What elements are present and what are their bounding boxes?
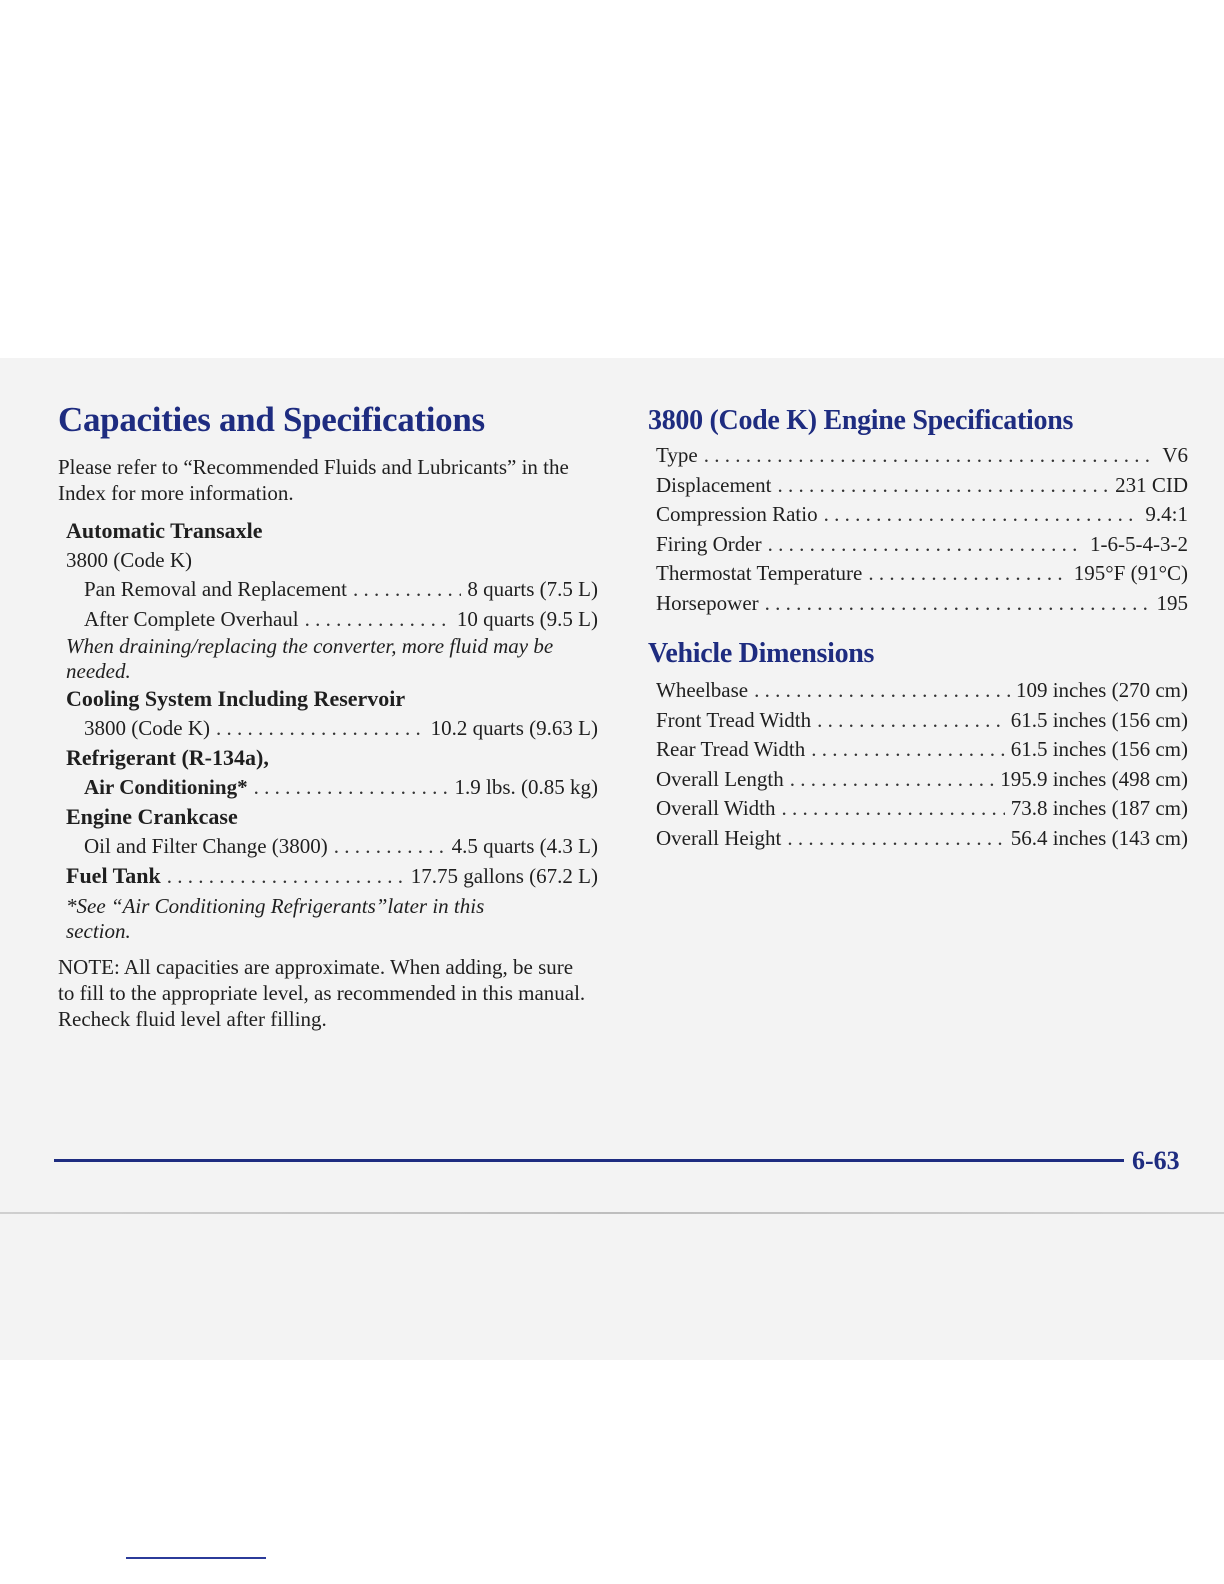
- engine-specs-title: 3800 (Code K) Engine Specifications: [648, 405, 1074, 436]
- spec-value: 1.9 lbs. (0.85 kg): [454, 774, 598, 799]
- auto-transaxle-engine: 3800 (Code K): [66, 547, 192, 572]
- spec-label: Horsepower: [656, 590, 759, 615]
- dot-leader: [254, 773, 449, 803]
- page-title: Capacities and Specifications: [58, 400, 485, 439]
- spec-row: [656, 765, 1188, 795]
- spec-label: Air Conditioning*: [84, 774, 248, 799]
- spec-label: Firing Order: [656, 531, 762, 556]
- spec-label: Compression Ratio: [656, 502, 818, 527]
- spec-value: 195°F (91°C): [1073, 561, 1188, 586]
- spec-value: V6: [1162, 443, 1188, 468]
- dot-leader: [824, 500, 1140, 530]
- spec-value: 10 quarts (9.5 L): [456, 606, 598, 631]
- dot-leader: [811, 735, 1004, 765]
- dot-leader: [754, 676, 1010, 706]
- intro-text: Please refer to “Recommended Fluids and Lubricants” in the Index for more information.: [58, 455, 569, 506]
- spec-label: Displacement: [656, 472, 772, 497]
- spec-label: Overall Width: [656, 796, 776, 821]
- spec-label: Oil and Filter Change (3800): [84, 833, 328, 858]
- spec-value: 10.2 quarts (9.63 L): [430, 715, 598, 740]
- fuel-tank-label: Fuel Tank: [66, 863, 161, 889]
- spec-label: Thermostat Temperature: [656, 561, 863, 586]
- capacities-list: [66, 516, 598, 944]
- spec-label: Overall Length: [656, 766, 784, 791]
- vehicle-dimensions-list: [656, 676, 1188, 853]
- page-number: 6-63: [1132, 1146, 1180, 1175]
- panel-divider: [0, 1212, 1224, 1214]
- vehicle-dimensions-title: Vehicle Dimensions: [648, 638, 875, 670]
- footnote: *See “Air Conditioning Refrigerants”later in this section.: [66, 893, 485, 943]
- spec-value: 17.75 gallons (67.2 L): [410, 864, 598, 889]
- spec-row: [66, 861, 598, 892]
- spec-row: [656, 824, 1188, 854]
- dot-leader: [768, 530, 1084, 560]
- spec-row: [656, 530, 1188, 560]
- spec-label: Overall Height: [656, 825, 782, 850]
- spec-value: 231 CID: [1115, 472, 1188, 497]
- spec-row: [66, 714, 598, 744]
- dot-leader: [305, 605, 451, 635]
- dot-leader: [868, 559, 1067, 589]
- spec-value: 9.4:1: [1145, 502, 1188, 527]
- spec-value: 109 inches (270 cm): [1015, 678, 1188, 703]
- dot-leader: [782, 794, 1005, 824]
- spec-label: Rear Tread Width: [656, 737, 806, 762]
- dot-leader: [790, 765, 995, 795]
- spec-value: 8 quarts (7.5 L): [467, 577, 598, 602]
- spec-label: Front Tread Width: [656, 707, 812, 732]
- spec-row: [656, 589, 1188, 619]
- cooling-heading: Cooling System Including Reservoir: [66, 686, 406, 712]
- auto-transaxle-heading: Automatic Transaxle: [66, 518, 263, 544]
- spec-row: [656, 471, 1188, 501]
- spec-value: 56.4 inches (143 cm): [1010, 825, 1188, 850]
- crankcase-heading: Engine Crankcase: [66, 804, 238, 830]
- spec-value: 195.9 inches (498 cm): [1000, 766, 1188, 791]
- spec-row: [66, 773, 598, 803]
- specs-column: [648, 405, 1188, 853]
- refrigerant-heading: Refrigerant (R-134a),: [66, 745, 269, 771]
- dot-leader: [787, 824, 1004, 854]
- spec-value: 4.5 quarts (4.3 L): [451, 833, 598, 858]
- spec-row: [656, 794, 1188, 824]
- dot-leader: [765, 589, 1151, 619]
- spec-row: [66, 575, 598, 605]
- spec-row: [656, 500, 1188, 530]
- dot-leader: [777, 471, 1109, 501]
- dot-leader: [704, 441, 1157, 471]
- dot-leader: [353, 575, 461, 605]
- spec-value: 61.5 inches (156 cm): [1010, 707, 1188, 732]
- dot-leader: [817, 706, 1005, 736]
- dot-leader: [216, 714, 425, 744]
- spec-row: [656, 706, 1188, 736]
- spec-label: Type: [656, 443, 698, 468]
- spec-row: [656, 735, 1188, 765]
- spec-row: [66, 832, 598, 862]
- bottom-rule: [126, 1557, 266, 1559]
- spec-label: Pan Removal and Replacement: [84, 577, 348, 602]
- spec-row: [656, 559, 1188, 589]
- note-text: NOTE: All capacities are approximate. When adding, be sure to fill to the appropriate level, as recommended in this manual. Recheck fluid level after filling.: [58, 954, 586, 1031]
- engine-specs-list: [656, 441, 1188, 618]
- spec-value: 73.8 inches (187 cm): [1010, 796, 1188, 821]
- spec-label: Wheelbase: [656, 678, 749, 703]
- spec-label: 3800 (Code K): [84, 715, 210, 740]
- footer-rule: [54, 1159, 1124, 1162]
- dot-leader: [334, 832, 446, 862]
- spec-row: [656, 441, 1188, 471]
- spec-value: 61.5 inches (156 cm): [1010, 737, 1188, 762]
- dot-leader: [167, 862, 405, 892]
- spec-value: 1-6-5-4-3-2: [1090, 531, 1188, 556]
- capacities-column: [58, 400, 598, 1032]
- spec-row: [66, 605, 598, 635]
- spec-row: [656, 676, 1188, 706]
- spec-label: After Complete Overhaul: [84, 606, 299, 631]
- converter-note: When draining/replacing the converter, more fluid may be needed.: [66, 634, 554, 684]
- spec-value: 195: [1156, 590, 1188, 615]
